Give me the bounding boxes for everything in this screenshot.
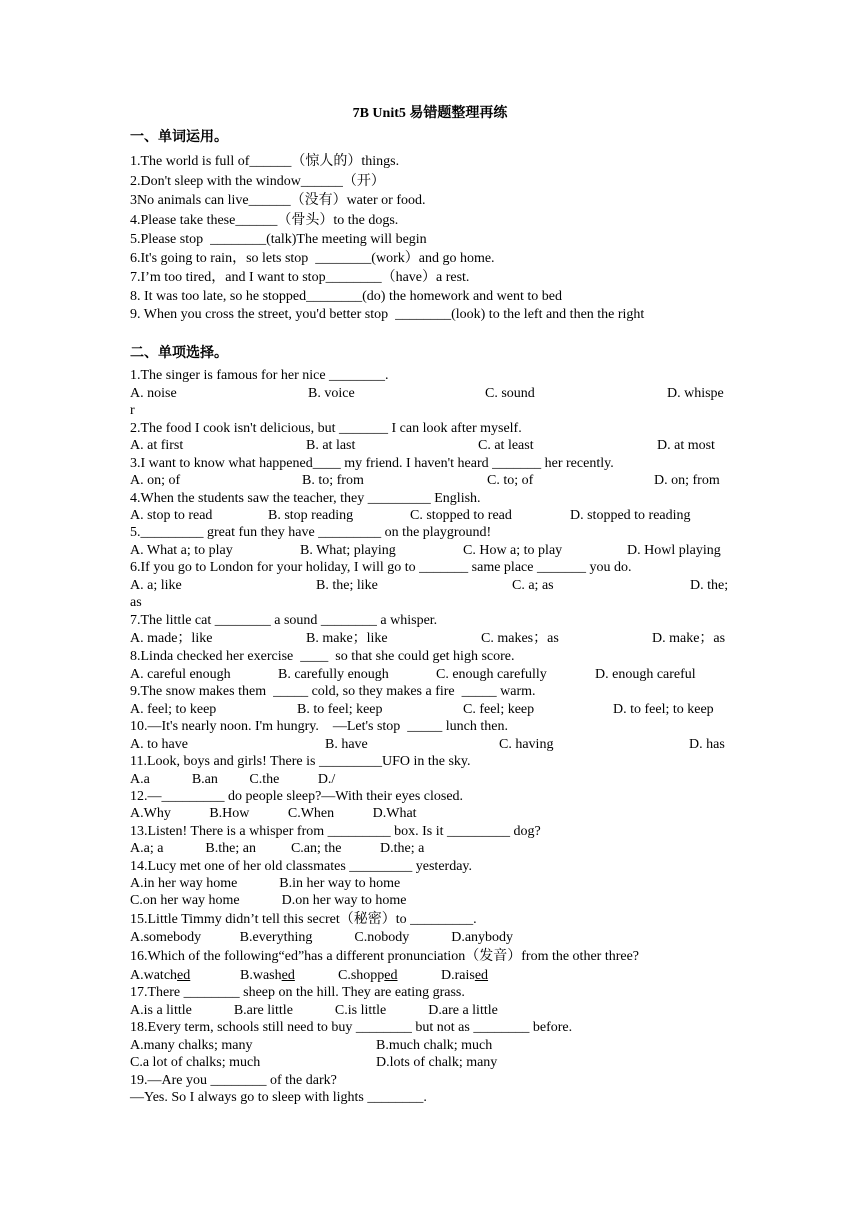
option-d: D. on; from (654, 473, 720, 488)
option-a: A. What a; to play (130, 543, 233, 558)
question-stem: 5._________ great fun they have _________ on the playground! (130, 525, 492, 540)
word-usage-item: 3No animals can live______（没有）water or food. (130, 193, 426, 208)
word-usage-item: 2.Don't sleep with the window______（开） (130, 174, 385, 189)
option-a: A. noise (130, 386, 177, 401)
word-usage-item: 1.The world is full of______（惊人的）things. (130, 154, 400, 169)
question-options: A.is a little B.are little C.is little D.are a little (130, 1003, 498, 1018)
option-a: A. made；like (130, 631, 213, 646)
word-usage-item: 7.I’m too tired，and I want to stop________（have）a rest. (130, 270, 470, 285)
option-d: D. to feel; to keep (613, 702, 714, 717)
option-b: B.washed (240, 968, 295, 983)
option-b: B. the; like (316, 578, 378, 593)
question-stem: 1.The singer is famous for her nice ________. (130, 368, 389, 383)
option-c: C.shopped (338, 968, 398, 983)
option-d: D. stopped to reading (570, 508, 691, 523)
page-title: 7B Unit5 易错题整理再练 (352, 106, 508, 121)
option-b: B. at last (306, 438, 356, 453)
question-options: A.a; a B.the; an C.an; the D.the; a (130, 841, 425, 856)
option-d: D.lots of chalk; many (376, 1055, 498, 1070)
option-c: C. feel; keep (463, 702, 535, 717)
option-b: B.much chalk; much (376, 1038, 493, 1053)
question-stem: —Yes. So I always go to sleep with lights ________. (130, 1090, 427, 1105)
option-b: B. have (325, 737, 368, 752)
option-d: D. enough careful (595, 667, 696, 682)
option-b: B. voice (308, 386, 355, 401)
option-c: C. How a; to play (463, 543, 563, 558)
question-stem: 13.Listen! There is a whisper from _________ box. Is it _________ dog? (130, 824, 541, 839)
question-stem: 14.Lucy met one of her old classmates _________ yesterday. (130, 859, 473, 874)
question-stem: 9.The snow makes them _____ cold, so they makes a fire _____ warm. (130, 684, 536, 699)
option-d: D. Howl playing (627, 543, 721, 558)
question-options: A.in her way home B.in her way to home (130, 876, 401, 891)
section-heading-word-usage: 一、单词运用。 (130, 130, 228, 145)
question-stem: 11.Look, boys and girls! There is _________UFO in the sky. (130, 754, 471, 769)
option-b: B. What; playing (300, 543, 396, 558)
option-a: A. feel; to keep (130, 702, 217, 717)
question-stem: 16.Which of the following“ed”has a different pronunciation（发音）from the other three? (130, 949, 640, 964)
option-c: C. stopped to read (410, 508, 512, 523)
question-options: C.on her way home D.on her way to home (130, 893, 407, 908)
question-stem: 12.—_________ do people sleep?—With their eyes closed. (130, 789, 464, 804)
option-c: C. at least (478, 438, 534, 453)
option-a: A. stop to read (130, 508, 213, 523)
question-stem: 17.There ________ sheep on the hill. They are eating grass. (130, 985, 465, 1000)
question-stem: 15.Little Timmy didn’t tell this secret（秘密）to _________. (130, 912, 477, 927)
question-stem: 18.Every term, schools still need to buy ________ but not as ________ before. (130, 1020, 573, 1035)
option-c: C. having (499, 737, 554, 752)
option-a: A. on; of (130, 473, 181, 488)
question-options: A.a B.an C.the D./ (130, 772, 336, 787)
option-wrap: r (130, 403, 135, 418)
option-d: D. has (689, 737, 725, 752)
option-a: A. a; like (130, 578, 182, 593)
option-b: B. carefully enough (278, 667, 389, 682)
question-stem: 10.—It's nearly noon. I'm hungry. —Let's stop _____ lunch then. (130, 719, 508, 734)
question-stem: 6.If you go to London for your holiday, I will go to _______ same place _______ you do. (130, 560, 632, 575)
option-c: C. sound (485, 386, 535, 401)
word-usage-item: 8. It was too late, so he stopped________(do) the homework and went to bed (130, 289, 562, 304)
question-options: A.Why B.How C.When D.What (130, 806, 417, 821)
word-usage-item: 6.It's going to rain，so lets stop ________(work）and go home. (130, 251, 495, 266)
question-stem: 8.Linda checked her exercise ____ so that she could get high score. (130, 649, 515, 664)
option-c: C.a lot of chalks; much (130, 1055, 261, 1070)
option-a: A. to have (130, 737, 188, 752)
option-c: C. a; as (512, 578, 554, 593)
question-options: A.somebody B.everything C.nobody D.anybody (130, 930, 514, 945)
option-wrap: as (130, 595, 142, 610)
option-d: D. whispe (667, 386, 724, 401)
option-a: A.watched (130, 968, 191, 983)
option-c: C. enough carefully (436, 667, 547, 682)
option-a: A. at first (130, 438, 184, 453)
question-stem: 7.The little cat ________ a sound ________ a whisper. (130, 613, 438, 628)
word-usage-item: 4.Please take these______（骨头）to the dogs. (130, 213, 399, 228)
option-b: B. to feel; keep (297, 702, 383, 717)
option-a: A.many chalks; many (130, 1038, 253, 1053)
option-d: D. make；as (652, 631, 726, 646)
section-heading-multiple-choice: 二、单项选择。 (130, 346, 228, 361)
question-stem: 2.The food I cook isn't delicious, but _______ I can look after myself. (130, 421, 522, 436)
option-b: B. make；like (306, 631, 388, 646)
option-d: D.raised (441, 968, 489, 983)
option-c: C. to; of (487, 473, 534, 488)
word-usage-item: 5.Please stop ________(talk)The meeting will begin (130, 232, 427, 247)
question-stem: 4.When the students saw the teacher, they _________ English. (130, 491, 481, 506)
option-b: B. stop reading (268, 508, 354, 523)
option-d: D. the; (690, 578, 729, 593)
question-stem: 3.I want to know what happened____ my friend. I haven't heard _______ her recently. (130, 456, 614, 471)
option-d: D. at most (657, 438, 715, 453)
option-a: A. careful enough (130, 667, 231, 682)
option-c: C. makes；as (481, 631, 559, 646)
question-stem: 19.—Are you ________ of the dark? (130, 1073, 337, 1088)
option-b: B. to; from (302, 473, 364, 488)
word-usage-item: 9. When you cross the street, you'd better stop ________(look) to the left and then the right (130, 307, 645, 322)
